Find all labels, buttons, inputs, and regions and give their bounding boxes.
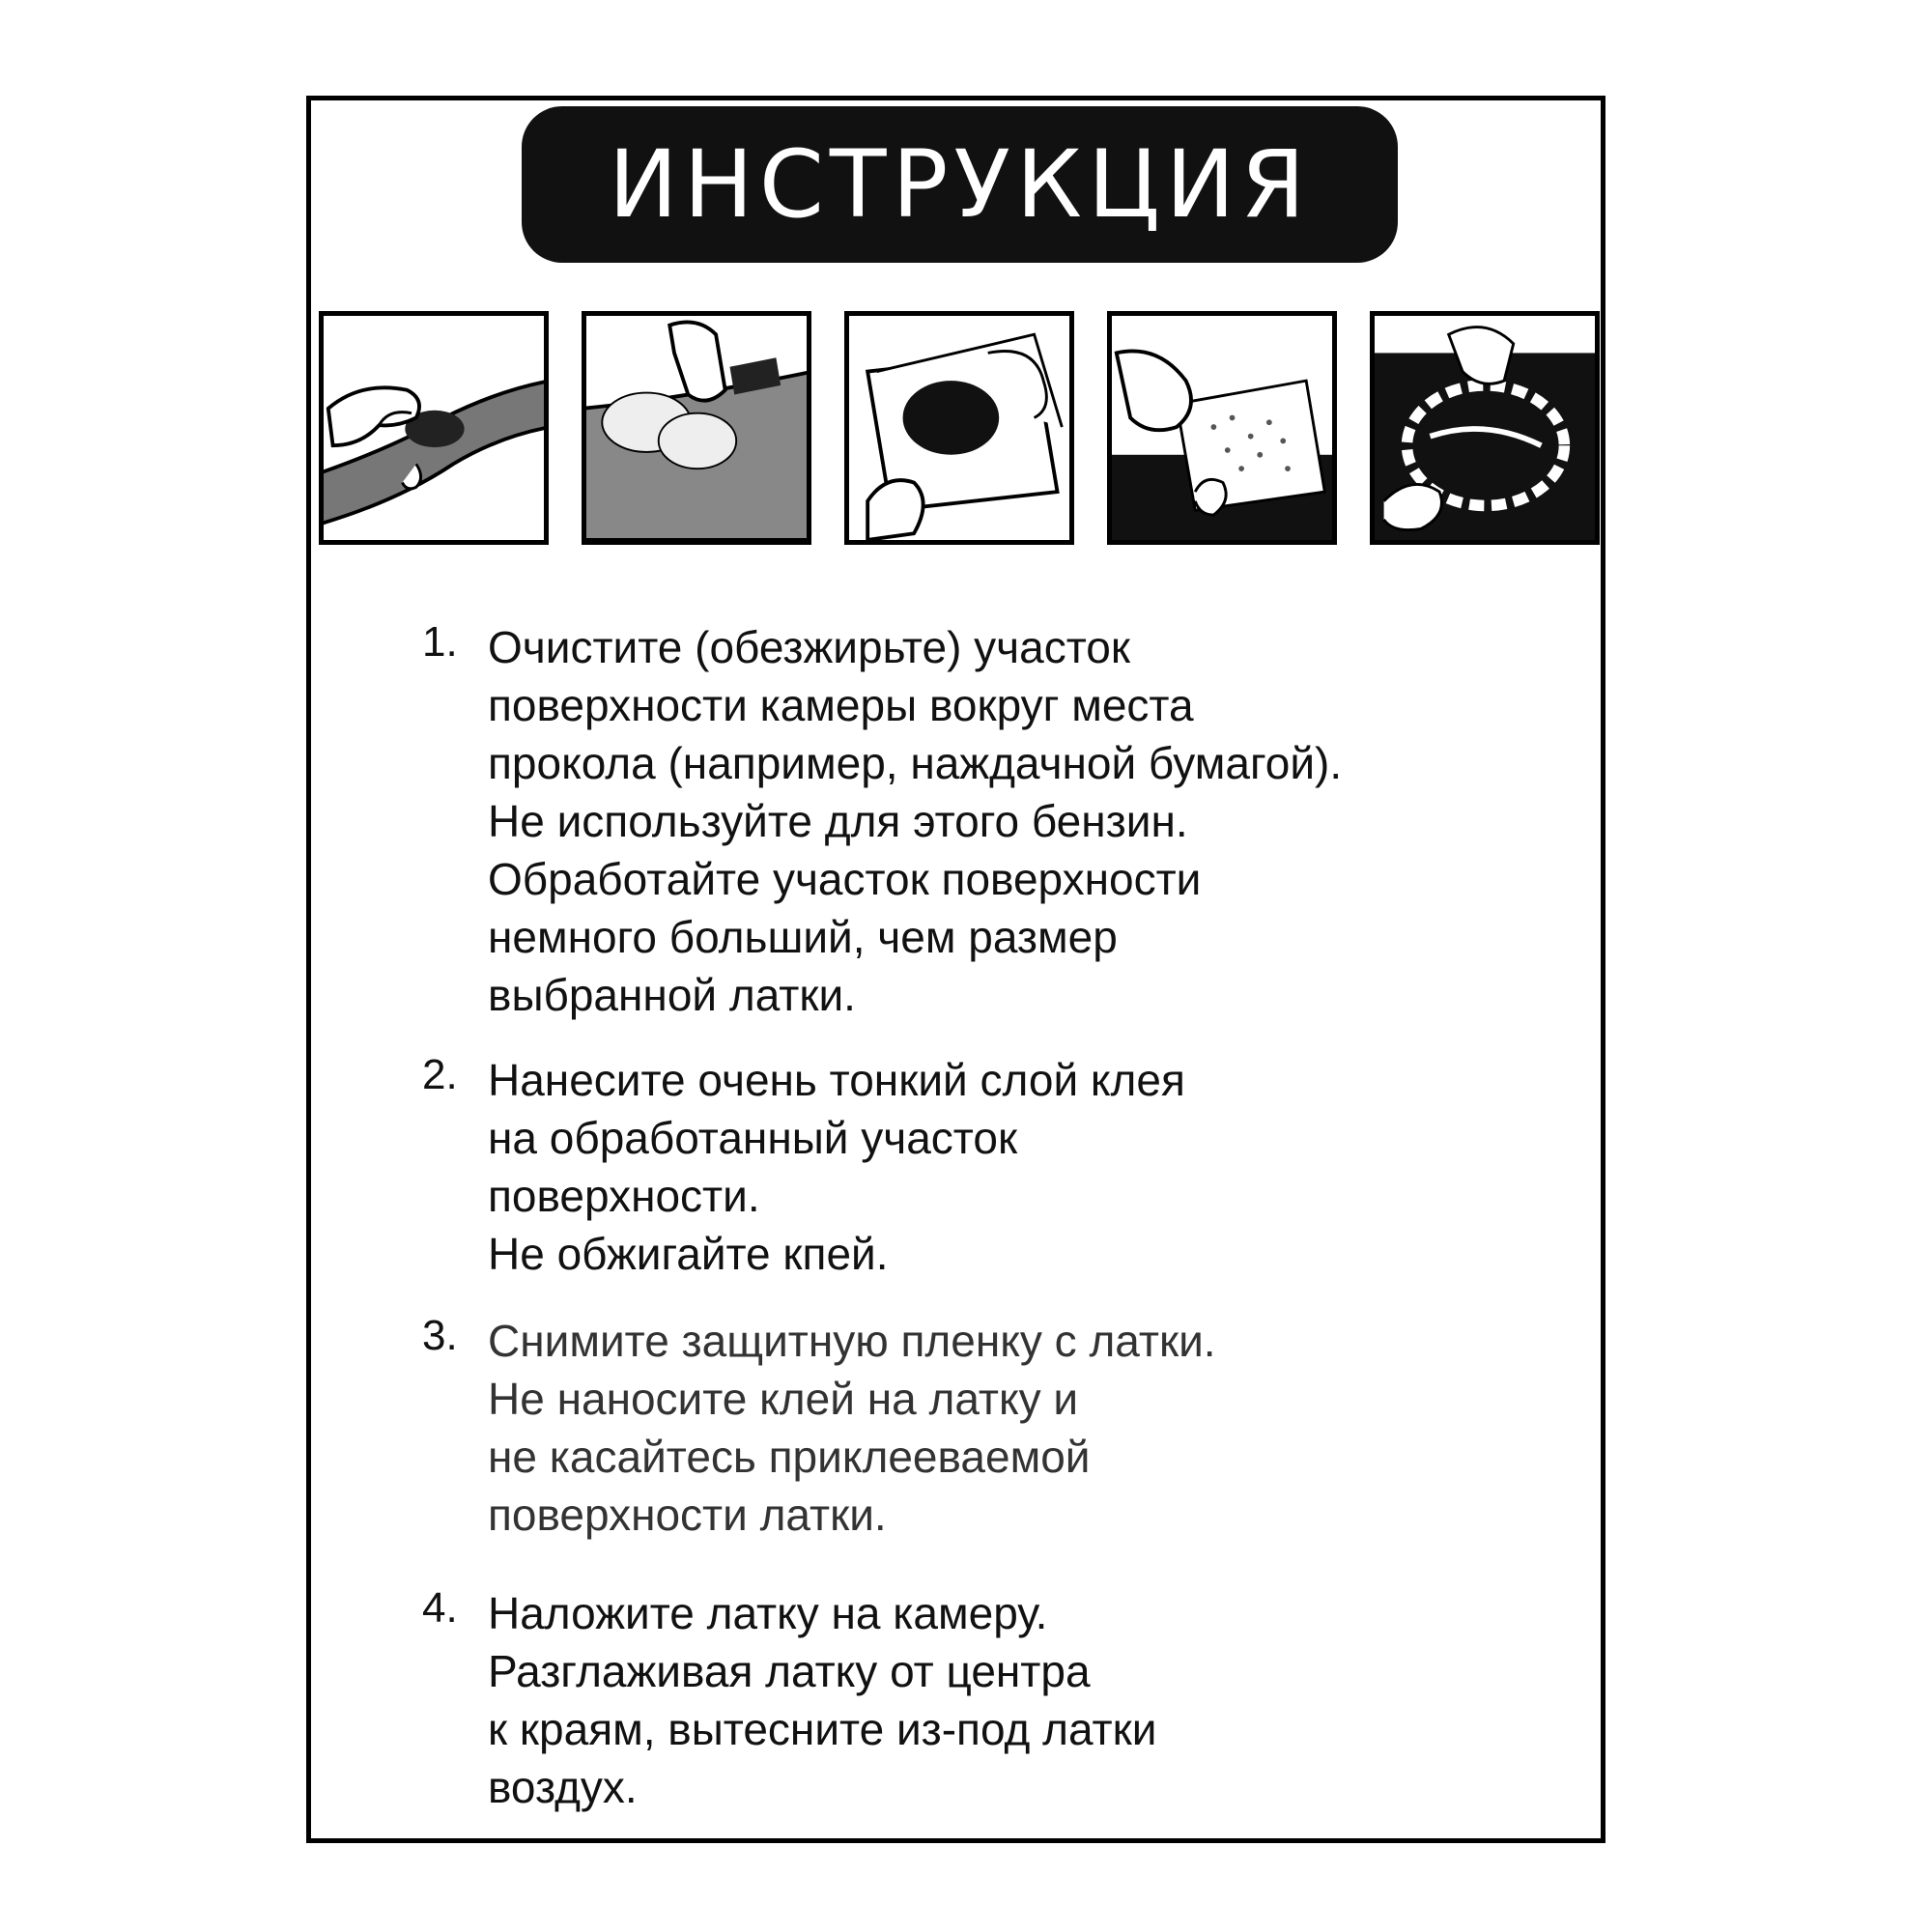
hand-on-tube-puncture-icon <box>319 311 549 545</box>
step-line: поверхности латки. <box>488 1490 887 1540</box>
patch-peeling-film-icon <box>844 311 1074 545</box>
step-line: не касайтесь приклееваемой <box>488 1432 1091 1482</box>
page-title: ИНСТРУКЦИЯ <box>608 130 1312 239</box>
step-line: поверхности камеры вокруг места <box>488 680 1194 730</box>
step-4 <box>422 1584 1156 1816</box>
step-line: прокола (например, наждачной бумагой). <box>488 738 1343 788</box>
step-line: Наложите латку на камеру. <box>488 1588 1048 1638</box>
step-text <box>488 1584 1156 1816</box>
pressing-patch-icon <box>1370 311 1600 545</box>
applying-glue-icon <box>1107 311 1337 545</box>
illustrations-row <box>319 311 1604 545</box>
step-3 <box>422 1312 1216 1544</box>
step-text <box>488 1051 1185 1283</box>
step-line: на обработанный участок <box>488 1113 1018 1163</box>
step-line: Снимите защитную пленку с латки. <box>488 1316 1216 1366</box>
step-line: Не используйте для этого бензин. <box>488 796 1188 846</box>
step-line: Не обжигайте кпей. <box>488 1229 889 1279</box>
step-number: 4. <box>422 1584 458 1632</box>
step-1 <box>422 618 1342 1024</box>
step-line: выбранной латки. <box>488 970 856 1020</box>
step-number: 3. <box>422 1312 458 1359</box>
step-line: Разглаживая латку от центра <box>488 1646 1091 1696</box>
step-line: Очистите (обезжирьте) участок <box>488 622 1130 672</box>
step-line: немного больший, чем размер <box>488 912 1118 962</box>
step-line: Не наносите клей на латку и <box>488 1374 1079 1424</box>
step-text <box>488 618 1342 1024</box>
step-line: Обработайте участок поверхности <box>488 854 1202 904</box>
step-line: к краям, вытесните из-под латки <box>488 1704 1157 1754</box>
step-text <box>488 1312 1216 1544</box>
step-line: Нанесите очень тонкий слой клея <box>488 1055 1185 1105</box>
title-banner <box>522 106 1398 263</box>
step-line: воздух. <box>488 1762 638 1812</box>
step-number: 2. <box>422 1051 458 1098</box>
step-2 <box>422 1051 1185 1283</box>
step-line: поверхности. <box>488 1171 760 1221</box>
sanding-tube-icon <box>582 311 811 545</box>
step-number: 1. <box>422 618 458 666</box>
